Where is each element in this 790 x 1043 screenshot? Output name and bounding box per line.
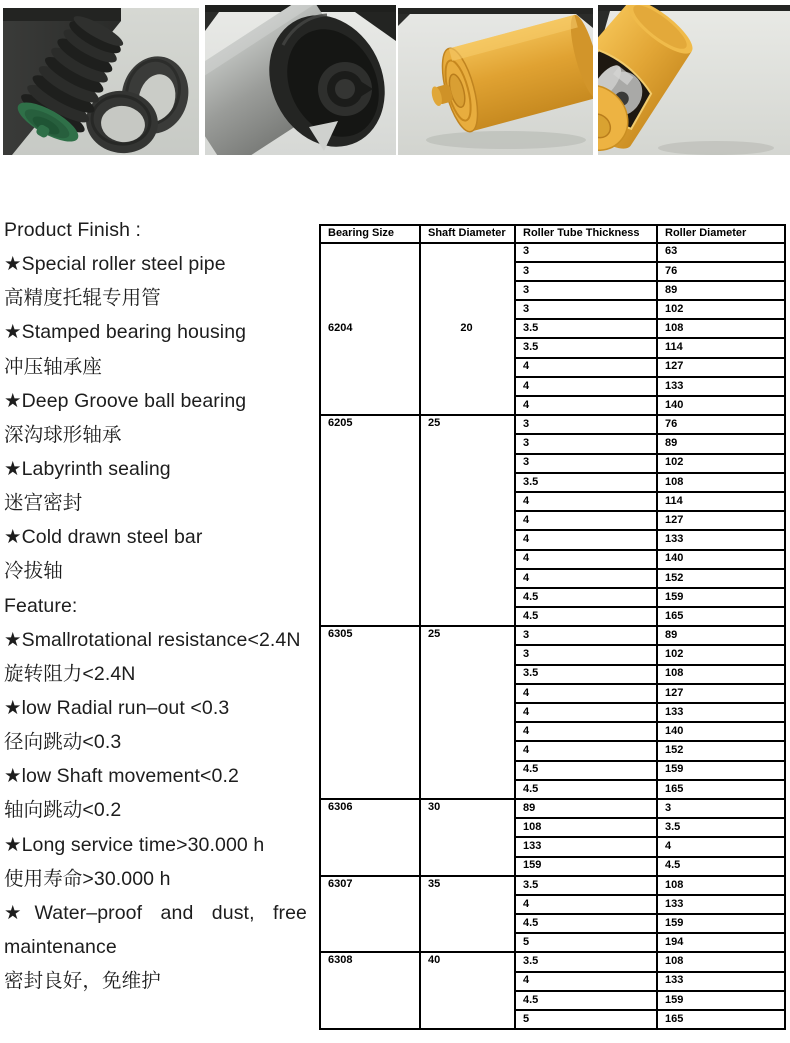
tube-thickness-cell: 4 — [515, 396, 657, 415]
roller-diameter-cell: 140 — [657, 722, 785, 741]
product-info-line: 迷宫密封 — [4, 492, 83, 515]
tube-thickness-cell: 159 — [515, 857, 657, 876]
roller-diameter-cell: 159 — [657, 991, 785, 1010]
photo-yellow-roller — [398, 8, 593, 155]
product-info-line: ★Labyrinth sealing — [4, 457, 171, 480]
product-info-line: 冷拔轴 — [4, 560, 63, 583]
tube-thickness-cell: 133 — [515, 837, 657, 856]
shaft-diameter-cell: 30 — [420, 799, 515, 876]
tube-thickness-cell: 4 — [515, 722, 657, 741]
roller-diameter-cell: 127 — [657, 511, 785, 530]
tube-thickness-cell: 3 — [515, 434, 657, 453]
shaft-diameter-cell: 35 — [420, 876, 515, 953]
header-roller-diameter: Roller Diameter — [657, 225, 785, 243]
tube-thickness-cell: 3 — [515, 300, 657, 319]
roller-diameter-cell: 108 — [657, 952, 785, 971]
tube-thickness-cell: 4.5 — [515, 780, 657, 799]
roller-diameter-cell: 89 — [657, 626, 785, 645]
spec-table — [319, 224, 786, 1030]
roller-diameter-cell: 133 — [657, 895, 785, 914]
product-info-line: Feature: — [4, 594, 78, 617]
yellow-roller-cutaway-image — [598, 5, 790, 155]
yellow-roller-image — [398, 8, 593, 155]
tube-thickness-cell: 4 — [515, 550, 657, 569]
bearing-housing-tube-image — [205, 5, 396, 155]
header-shaft-diameter: Shaft Diameter — [420, 225, 515, 243]
product-info-line: ★Special roller steel pipe — [4, 253, 226, 276]
tube-thickness-cell: 3 — [515, 454, 657, 473]
product-info-line: ★low Radial run–out <0.3 — [4, 696, 230, 719]
tube-thickness-cell: 4 — [515, 530, 657, 549]
tube-thickness-cell: 4 — [515, 895, 657, 914]
roller-diameter-cell: 159 — [657, 914, 785, 933]
bearing-size-cell: 6307 — [320, 876, 420, 953]
roller-diameter-cell: 102 — [657, 645, 785, 664]
product-info-line: Product Finish : — [4, 219, 142, 241]
tube-thickness-cell: 4 — [515, 703, 657, 722]
product-info-line: maintenance — [4, 935, 117, 958]
header-roller-tube-thickness: Roller Tube Thickness — [515, 225, 657, 243]
spec-row — [320, 876, 785, 895]
tube-thickness-cell: 3 — [515, 262, 657, 281]
spec-table-header-row — [320, 225, 785, 243]
product-info-line: 密封良好，免维护 — [4, 970, 161, 993]
product-info-block — [4, 213, 307, 998]
roller-shadow — [658, 141, 774, 155]
tube-thickness-cell: 4.5 — [515, 991, 657, 1010]
spec-row — [320, 243, 785, 262]
spec-row — [320, 952, 785, 971]
roller-diameter-cell: 133 — [657, 972, 785, 991]
roller-diameter-cell: 4 — [657, 837, 785, 856]
photo-bearing-housing-tube — [205, 5, 396, 155]
photo-rubber-disc-roller — [3, 8, 199, 155]
photo-yellow-roller-cutaway — [598, 5, 790, 155]
roller-diameter-cell: 165 — [657, 607, 785, 626]
roller-shadow — [426, 131, 586, 149]
tube-thickness-cell: 3.5 — [515, 876, 657, 895]
tube-thickness-cell: 3 — [515, 626, 657, 645]
tube-thickness-cell: 3 — [515, 243, 657, 262]
product-info-line: ★Water–proof and dust, free — [4, 901, 307, 924]
roller-diameter-cell: 159 — [657, 761, 785, 780]
tube-thickness-cell: 3.5 — [515, 952, 657, 971]
roller-diameter-cell: 63 — [657, 243, 785, 262]
product-info-line: ★Cold drawn steel bar — [4, 526, 203, 549]
spec-row — [320, 415, 785, 434]
bearing-size-cell: 6205 — [320, 415, 420, 626]
tube-thickness-cell: 4.5 — [515, 761, 657, 780]
tube-thickness-cell: 89 — [515, 799, 657, 818]
roller-diameter-cell: 108 — [657, 876, 785, 895]
roller-diameter-cell: 127 — [657, 358, 785, 377]
bearing-size-cell: 6308 — [320, 952, 420, 1029]
roller-diameter-cell: 133 — [657, 703, 785, 722]
roller-diameter-cell: 165 — [657, 780, 785, 799]
shaft-diameter-cell: 25 — [420, 415, 515, 626]
tube-thickness-cell: 4 — [515, 741, 657, 760]
tube-thickness-cell: 3 — [515, 281, 657, 300]
roller-diameter-cell: 4.5 — [657, 857, 785, 876]
header-bearing-size: Bearing Size — [320, 225, 420, 243]
shaft-diameter-cell: 40 — [420, 952, 515, 1029]
roller-diameter-cell: 102 — [657, 454, 785, 473]
product-info-line: ★Smallrotational resistance<2.4N — [4, 628, 301, 651]
tube-thickness-cell: 3.5 — [515, 338, 657, 357]
roller-diameter-cell: 108 — [657, 473, 785, 492]
roller-diameter-cell: 133 — [657, 530, 785, 549]
product-info-line: 旋转阻力<2.4N — [4, 662, 136, 685]
tube-thickness-cell: 3.5 — [515, 319, 657, 338]
roller-diameter-cell: 133 — [657, 377, 785, 396]
roller-diameter-cell: 127 — [657, 684, 785, 703]
product-info-line: 高精度托辊专用管 — [4, 287, 161, 310]
tube-thickness-cell: 4.5 — [515, 607, 657, 626]
roller-diameter-cell: 194 — [657, 933, 785, 952]
product-info-line: ★Stamped bearing housing — [4, 321, 247, 344]
tube-thickness-cell: 3.5 — [515, 473, 657, 492]
roller-diameter-cell: 114 — [657, 338, 785, 357]
roller-diameter-cell: 140 — [657, 550, 785, 569]
tube-thickness-cell: 4 — [515, 972, 657, 991]
tube-thickness-cell: 4 — [515, 358, 657, 377]
roller-diameter-cell: 76 — [657, 262, 785, 281]
tube-thickness-cell: 4 — [515, 511, 657, 530]
roller-diameter-cell: 108 — [657, 319, 785, 338]
product-info-line: 轴向跳动<0.2 — [4, 799, 122, 822]
roller-diameter-cell: 152 — [657, 741, 785, 760]
rubber-disc-roller-image — [3, 8, 199, 155]
tube-thickness-cell: 3.5 — [515, 665, 657, 684]
tube-thickness-cell: 108 — [515, 818, 657, 837]
spec-row — [320, 626, 785, 645]
tube-thickness-cell: 4 — [515, 492, 657, 511]
roller-diameter-cell: 102 — [657, 300, 785, 319]
product-info-line: 使用寿命>30.000 h — [4, 867, 171, 890]
shaft-diameter-cell: 25 — [420, 626, 515, 799]
tube-thickness-cell: 4 — [515, 569, 657, 588]
roller-diameter-cell: 89 — [657, 281, 785, 300]
tube-thickness-cell: 4.5 — [515, 914, 657, 933]
product-info-line: ★Long service time>30.000 h — [4, 833, 265, 856]
product-info-line: 深沟球形轴承 — [4, 423, 122, 446]
bearing-size-cell: 6204 — [320, 243, 420, 416]
roller-diameter-cell: 152 — [657, 569, 785, 588]
tube-thickness-cell: 5 — [515, 933, 657, 952]
tube-thickness-cell: 5 — [515, 1010, 657, 1029]
bearing-size-cell: 6305 — [320, 626, 420, 799]
roller-diameter-cell: 108 — [657, 665, 785, 684]
tube-thickness-cell: 4 — [515, 377, 657, 396]
shaft-diameter-cell: 20 — [420, 243, 515, 416]
tube-thickness-cell: 3 — [515, 645, 657, 664]
roller-diameter-cell: 165 — [657, 1010, 785, 1029]
roller-diameter-cell: 76 — [657, 415, 785, 434]
roller-diameter-cell: 3 — [657, 799, 785, 818]
tube-thickness-cell: 4 — [515, 684, 657, 703]
roller-diameter-cell: 159 — [657, 588, 785, 607]
product-info-line: ★Deep Groove ball bearing — [4, 389, 247, 412]
bearing-size-cell: 6306 — [320, 799, 420, 876]
tube-thickness-cell: 4.5 — [515, 588, 657, 607]
product-info-line: 径向跳动<0.3 — [4, 731, 122, 754]
tube-thickness-cell: 3 — [515, 415, 657, 434]
roller-diameter-cell: 140 — [657, 396, 785, 415]
product-info-line: 冲压轴承座 — [4, 355, 103, 378]
spec-row — [320, 799, 785, 818]
roller-diameter-cell: 114 — [657, 492, 785, 511]
roller-diameter-cell: 3.5 — [657, 818, 785, 837]
product-info-line: ★low Shaft movement<0.2 — [4, 765, 239, 788]
roller-diameter-cell: 89 — [657, 434, 785, 453]
